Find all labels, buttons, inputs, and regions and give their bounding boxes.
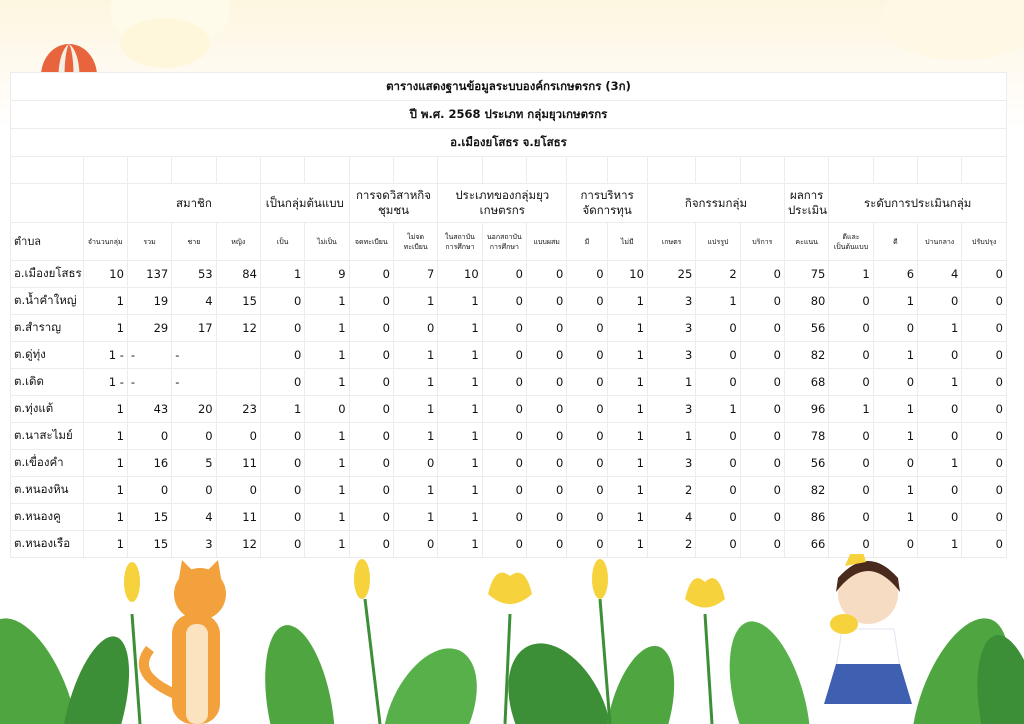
cell-improve: 0 (962, 396, 1007, 423)
header-level: ระดับการประเมินกลุ่ม (829, 184, 1007, 223)
header-activity: กิจกรรมกลุ่ม (647, 184, 784, 223)
cell-registered: 0 (349, 315, 393, 342)
cell-not-model: 1 (305, 342, 349, 369)
cell-groups: 1 - (83, 342, 127, 369)
cell-score: 68 (785, 369, 829, 396)
cell-has-fund: 0 (567, 288, 607, 315)
cell-medium: 0 (918, 423, 962, 450)
cell-is-model: 0 (260, 504, 304, 531)
cell-not-model: 0 (305, 396, 349, 423)
plants-decoration (0, 554, 1024, 724)
header-registered: จดทะเบียน (349, 223, 393, 261)
cell-agriculture: 2 (647, 531, 695, 558)
tambon-name: ต.หนองคู (11, 504, 84, 531)
cell-is-model: 0 (260, 423, 304, 450)
cell-good: 1 (873, 504, 917, 531)
cell-processing: 2 (696, 261, 740, 288)
table-row (11, 342, 1007, 369)
cell-female: 0 (216, 477, 260, 504)
cell-improve: 0 (962, 261, 1007, 288)
cell-mixed: 0 (527, 342, 567, 369)
header-tambon: ตำบล (11, 223, 84, 261)
cell-processing: 0 (696, 315, 740, 342)
cell-groups: 1 (83, 477, 127, 504)
cell-is-model: 0 (260, 288, 304, 315)
cell-total: 43 (127, 396, 171, 423)
header-service: บริการ (740, 223, 784, 261)
cell-processing: 0 (696, 369, 740, 396)
cell-medium: 0 (918, 477, 962, 504)
cell-score: 78 (785, 423, 829, 450)
cell-service: 0 (740, 369, 784, 396)
cell-medium: 1 (918, 369, 962, 396)
cell-not-model: 1 (305, 450, 349, 477)
cell-groups: 10 (83, 261, 127, 288)
cell-out-school: 0 (482, 531, 526, 558)
cell-male: - (172, 369, 216, 396)
cell-out-school: 0 (482, 369, 526, 396)
cell-total: 15 (127, 531, 171, 558)
cell-not-model: 1 (305, 288, 349, 315)
cell-in-school: 1 (438, 450, 482, 477)
cell-no-fund: 1 (607, 531, 647, 558)
cell-mixed: 0 (527, 477, 567, 504)
header-no-fund: ไม่มี (607, 223, 647, 261)
header-male: ชาย (172, 223, 216, 261)
cell-agriculture: 2 (647, 477, 695, 504)
tambon-name: ต.หนองหิน (11, 477, 84, 504)
cell-groups: 1 (83, 396, 127, 423)
cell-mixed: 0 (527, 315, 567, 342)
cell-out-school: 0 (482, 477, 526, 504)
tambon-name: ต.นาสะไมย์ (11, 423, 84, 450)
cell-score: 56 (785, 450, 829, 477)
cell-excellent: 0 (829, 315, 873, 342)
cell-female: 23 (216, 396, 260, 423)
cell-improve: 0 (962, 531, 1007, 558)
cell-good: 0 (873, 369, 917, 396)
cell-improve: 0 (962, 450, 1007, 477)
cell-service: 0 (740, 342, 784, 369)
cell-not-model: 1 (305, 315, 349, 342)
cloud-decoration (880, 0, 1024, 60)
cell-is-model: 0 (260, 369, 304, 396)
header-in-school: ในสถาบันการศึกษา (438, 223, 482, 261)
cell-unregistered: 1 (393, 288, 437, 315)
cell-unregistered: 1 (393, 504, 437, 531)
cell-not-model: 1 (305, 504, 349, 531)
cell-groups: 1 - (83, 369, 127, 396)
cell-registered: 0 (349, 477, 393, 504)
cell-has-fund: 0 (567, 450, 607, 477)
cell-service: 0 (740, 288, 784, 315)
header-score: คะแนน (785, 223, 829, 261)
table-title: ตารางแสดงฐานข้อมูลระบบองค์กรเกษตรกร (3ก) (11, 73, 1007, 101)
header-fund: การบริหารจัดการทุน (567, 184, 648, 223)
cell-registered: 0 (349, 396, 393, 423)
cell-in-school: 1 (438, 369, 482, 396)
cell-processing: 1 (696, 288, 740, 315)
cell-is-model: 0 (260, 531, 304, 558)
cell-score: 82 (785, 477, 829, 504)
cell-has-fund: 0 (567, 342, 607, 369)
cell-improve: 0 (962, 288, 1007, 315)
table-row (11, 450, 1007, 477)
cell-total: 19 (127, 288, 171, 315)
header-agriculture: เกษตร (647, 223, 695, 261)
cell-out-school: 0 (482, 315, 526, 342)
cell-female: 84 (216, 261, 260, 288)
cell-total: 137 (127, 261, 171, 288)
tambon-name: ต.สำราญ (11, 315, 84, 342)
cell-has-fund: 0 (567, 315, 607, 342)
cell-registered: 0 (349, 261, 393, 288)
cell-groups: 1 (83, 450, 127, 477)
cell-unregistered: 1 (393, 342, 437, 369)
cell-no-fund: 1 (607, 342, 647, 369)
cell-service: 0 (740, 396, 784, 423)
cell-good: 6 (873, 261, 917, 288)
cell-mixed: 0 (527, 450, 567, 477)
cell-no-fund: 1 (607, 477, 647, 504)
cell-good: 0 (873, 450, 917, 477)
cell-in-school: 1 (438, 477, 482, 504)
cell-no-fund: 1 (607, 369, 647, 396)
header-out-school: นอกสถาบันการศึกษา (482, 223, 526, 261)
cell-service: 0 (740, 315, 784, 342)
cell-score: 56 (785, 315, 829, 342)
cell-is-model: 0 (260, 342, 304, 369)
header-groups: จำนวนกลุ่ม (83, 223, 127, 261)
cell-total: 0 (127, 477, 171, 504)
cell-score: 80 (785, 288, 829, 315)
cell-mixed: 0 (527, 396, 567, 423)
cell-male: 5 (172, 450, 216, 477)
cell-processing: 0 (696, 531, 740, 558)
header-members: สมาชิก (127, 184, 260, 223)
cell-has-fund: 0 (567, 423, 607, 450)
cell-male: - (172, 342, 216, 369)
cell-mixed: 0 (527, 423, 567, 450)
cell-agriculture: 3 (647, 450, 695, 477)
cell-agriculture: 3 (647, 396, 695, 423)
header-unregistered: ไม่จดทะเบียน (393, 223, 437, 261)
cell-groups: 1 (83, 315, 127, 342)
cell-no-fund: 1 (607, 288, 647, 315)
cell-no-fund: 1 (607, 315, 647, 342)
cell-male: 0 (172, 423, 216, 450)
cell-medium: 4 (918, 261, 962, 288)
cell-medium: 1 (918, 450, 962, 477)
cell-no-fund: 1 (607, 450, 647, 477)
header-processing: แปรรูป (696, 223, 740, 261)
cell-unregistered: 0 (393, 315, 437, 342)
cell-no-fund: 1 (607, 504, 647, 531)
header-female: หญิง (216, 223, 260, 261)
cell-not-model: 1 (305, 369, 349, 396)
header-result: ผลการประเมิน (785, 184, 829, 223)
cell-female: 11 (216, 450, 260, 477)
cell-in-school: 1 (438, 504, 482, 531)
cell-excellent: 0 (829, 504, 873, 531)
header-group-type: ประเภทของกลุ่มยุวเกษตรกร (438, 184, 567, 223)
table-row (11, 315, 1007, 342)
cell-excellent: 1 (829, 261, 873, 288)
cell-excellent: 0 (829, 342, 873, 369)
cell-male: 0 (172, 477, 216, 504)
header-has-fund: มี (567, 223, 607, 261)
header-total: รวม (127, 223, 171, 261)
cell-out-school: 0 (482, 261, 526, 288)
cell-mixed: 0 (527, 288, 567, 315)
tambon-name: ต.เดิด (11, 369, 84, 396)
cell-has-fund: 0 (567, 477, 607, 504)
cell-registered: 0 (349, 450, 393, 477)
cell-male: 4 (172, 504, 216, 531)
cell-out-school: 0 (482, 342, 526, 369)
cell-processing: 0 (696, 423, 740, 450)
cell-improve: 0 (962, 315, 1007, 342)
cell-in-school: 1 (438, 531, 482, 558)
cell-score: 66 (785, 531, 829, 558)
table-row (11, 504, 1007, 531)
table-row (11, 423, 1007, 450)
cell-improve: 0 (962, 369, 1007, 396)
cell-good: 1 (873, 477, 917, 504)
cell-groups: 1 (83, 531, 127, 558)
cell-total: - (127, 369, 171, 396)
cell-not-model: 1 (305, 423, 349, 450)
cell-medium: 0 (918, 504, 962, 531)
cell-excellent: 0 (829, 477, 873, 504)
cell-in-school: 1 (438, 315, 482, 342)
cell-good: 1 (873, 396, 917, 423)
cell-out-school: 0 (482, 288, 526, 315)
cell-agriculture: 3 (647, 342, 695, 369)
tambon-name: ต.ทุ่งแต้ (11, 396, 84, 423)
header-not-model: ไม่เป็น (305, 223, 349, 261)
cell-medium: 0 (918, 288, 962, 315)
cell-mixed: 0 (527, 531, 567, 558)
cell-service: 0 (740, 450, 784, 477)
header-registration: การจดวิสาหกิจชุมชน (349, 184, 438, 223)
cell-registered: 0 (349, 531, 393, 558)
cell-good: 0 (873, 531, 917, 558)
cell-female: 12 (216, 315, 260, 342)
cell-female (216, 342, 260, 369)
cell-good: 1 (873, 288, 917, 315)
cell-agriculture: 4 (647, 504, 695, 531)
cell-registered: 0 (349, 288, 393, 315)
cell-female (216, 369, 260, 396)
cell-service: 0 (740, 423, 784, 450)
cell-is-model: 0 (260, 477, 304, 504)
cell-processing: 0 (696, 504, 740, 531)
header-good: ดี (873, 223, 917, 261)
cell-improve: 0 (962, 342, 1007, 369)
cell-mixed: 0 (527, 504, 567, 531)
cell-total: - (127, 342, 171, 369)
cell-total: 16 (127, 450, 171, 477)
cell-good: 1 (873, 342, 917, 369)
cell-unregistered: 1 (393, 423, 437, 450)
cell-improve: 0 (962, 477, 1007, 504)
cell-processing: 0 (696, 477, 740, 504)
cell-service: 0 (740, 504, 784, 531)
cell-groups: 1 (83, 423, 127, 450)
cell-has-fund: 0 (567, 369, 607, 396)
cloud-decoration (120, 18, 210, 68)
farmer-org-table (10, 72, 1007, 558)
cell-is-model: 1 (260, 261, 304, 288)
tambon-name: ต.น้ำคำใหญ่ (11, 288, 84, 315)
cell-score: 75 (785, 261, 829, 288)
cell-agriculture: 3 (647, 315, 695, 342)
header-medium: ปานกลาง (918, 223, 962, 261)
cell-service: 0 (740, 531, 784, 558)
cell-processing: 0 (696, 450, 740, 477)
table-year-type: ปี พ.ศ. 2568 ประเภท กลุ่มยุวเกษตรกร (11, 101, 1007, 129)
cell-registered: 0 (349, 342, 393, 369)
cell-mixed: 0 (527, 369, 567, 396)
table-row (11, 261, 1007, 288)
cell-agriculture: 1 (647, 423, 695, 450)
cell-agriculture: 3 (647, 288, 695, 315)
cell-in-school: 1 (438, 288, 482, 315)
cell-service: 0 (740, 261, 784, 288)
cell-female: 12 (216, 531, 260, 558)
cell-unregistered: 0 (393, 450, 437, 477)
header-excellent: ดีและเป็นต้นแบบ (829, 223, 873, 261)
cell-excellent: 0 (829, 288, 873, 315)
cell-score: 82 (785, 342, 829, 369)
cell-male: 17 (172, 315, 216, 342)
table-district: อ.เมืองยโสธร จ.ยโสธร (11, 129, 1007, 157)
cell-agriculture: 1 (647, 369, 695, 396)
cell-no-fund: 1 (607, 396, 647, 423)
tambon-name: ต.เขื่องคำ (11, 450, 84, 477)
cell-male: 3 (172, 531, 216, 558)
cell-processing: 1 (696, 396, 740, 423)
cell-not-model: 1 (305, 531, 349, 558)
cell-groups: 1 (83, 288, 127, 315)
cell-improve: 0 (962, 423, 1007, 450)
cell-score: 86 (785, 504, 829, 531)
cell-excellent: 1 (829, 396, 873, 423)
cell-male: 4 (172, 288, 216, 315)
cell-male: 53 (172, 261, 216, 288)
cell-unregistered: 1 (393, 396, 437, 423)
cell-has-fund: 0 (567, 531, 607, 558)
cell-female: 11 (216, 504, 260, 531)
cell-is-model: 1 (260, 396, 304, 423)
cell-out-school: 0 (482, 423, 526, 450)
cell-good: 0 (873, 315, 917, 342)
cell-total: 0 (127, 423, 171, 450)
table-row (11, 369, 1007, 396)
cell-in-school: 1 (438, 342, 482, 369)
cell-medium: 0 (918, 342, 962, 369)
cell-excellent: 0 (829, 369, 873, 396)
table-row (11, 288, 1007, 315)
cell-service: 0 (740, 477, 784, 504)
cell-out-school: 0 (482, 396, 526, 423)
cell-total: 15 (127, 504, 171, 531)
cell-in-school: 1 (438, 396, 482, 423)
cell-mixed: 0 (527, 261, 567, 288)
cell-good: 1 (873, 423, 917, 450)
cell-improve: 0 (962, 504, 1007, 531)
cell-registered: 0 (349, 423, 393, 450)
cell-excellent: 0 (829, 423, 873, 450)
cell-is-model: 0 (260, 315, 304, 342)
cell-in-school: 1 (438, 423, 482, 450)
header-model-group: เป็นกลุ่มต้นแบบ (260, 184, 349, 223)
cell-is-model: 0 (260, 450, 304, 477)
table-row (11, 396, 1007, 423)
table-row (11, 477, 1007, 504)
cell-processing: 0 (696, 342, 740, 369)
cell-in-school: 10 (438, 261, 482, 288)
cell-out-school: 0 (482, 504, 526, 531)
cell-female: 0 (216, 423, 260, 450)
cell-excellent: 0 (829, 531, 873, 558)
cell-out-school: 0 (482, 450, 526, 477)
cell-has-fund: 0 (567, 504, 607, 531)
cell-total: 29 (127, 315, 171, 342)
cell-medium: 1 (918, 315, 962, 342)
cell-registered: 0 (349, 504, 393, 531)
data-sheet (10, 72, 1007, 558)
cell-medium: 1 (918, 531, 962, 558)
cell-registered: 0 (349, 369, 393, 396)
cell-excellent: 0 (829, 450, 873, 477)
tambon-name: ต.ดู่ทุ่ง (11, 342, 84, 369)
tambon-name: ต.หนองเรือ (11, 531, 84, 558)
cell-agriculture: 25 (647, 261, 695, 288)
cell-not-model: 9 (305, 261, 349, 288)
cell-has-fund: 0 (567, 396, 607, 423)
cell-medium: 0 (918, 396, 962, 423)
cell-unregistered: 0 (393, 531, 437, 558)
tambon-name: อ.เมืองยโสธร (11, 261, 84, 288)
cell-score: 96 (785, 396, 829, 423)
cell-not-model: 1 (305, 477, 349, 504)
cell-unregistered: 7 (393, 261, 437, 288)
cell-unregistered: 1 (393, 369, 437, 396)
header-mixed: แบบผสม (527, 223, 567, 261)
header-is-model: เป็น (260, 223, 304, 261)
cell-has-fund: 0 (567, 261, 607, 288)
cell-female: 15 (216, 288, 260, 315)
cell-no-fund: 1 (607, 423, 647, 450)
cell-groups: 1 (83, 504, 127, 531)
header-improve: ปรับปรุง (962, 223, 1007, 261)
cell-no-fund: 10 (607, 261, 647, 288)
cell-unregistered: 1 (393, 477, 437, 504)
cell-male: 20 (172, 396, 216, 423)
